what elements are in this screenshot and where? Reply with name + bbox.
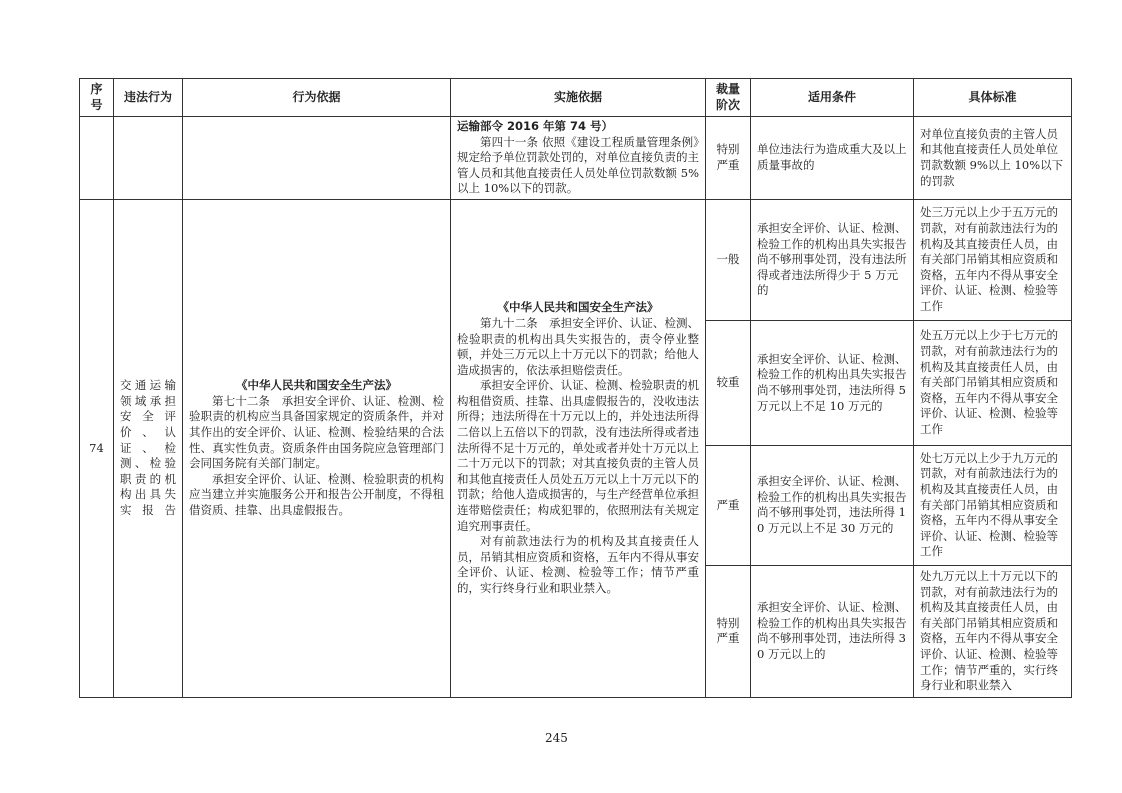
law-paragraph: 承担安全评价、认证、检测、检验职责的机构租借资质、挂靠、出具虚假报告的，没收违法所得；违法所得在十万元以上的，并处违法所得二倍以上五倍以下的罚款，没有违法所得或者违法所得不足十万元的，单处或者并处十万元以上二十万元以下的罚款；对其直接负责的主管人员和其他直接责任人员处五万元以上十万元以下的罚款；给他人造成损害的，与生产经营单位承担连带赔偿责任；构成犯罪的，依照刑法有关规定追究刑事责任。 [457, 378, 699, 533]
header-implementation-basis: 实施依据 [451, 79, 706, 117]
penalty-table [79, 78, 1072, 698]
cell-standard: 处七万元以上少于九万元的罚款，对有前款违法行为的机构及其直接责任人员，由有关部门吊销其相应资质和资格，五年内不得从事安全评价、认证、检测、检验等工作 [914, 445, 1072, 565]
cell-standard: 对单位直接负责的主管人员和其他直接责任人员处单位罚款数额 9%以上 10%以下的罚款 [914, 117, 1072, 200]
cell-standard: 处三万元以上少于五万元的罚款，对有前款违法行为的机构及其直接责任人员，由有关部门吊销其相应资质和资格，五年内不得从事安全评价、认证、检测、检验等工作 [914, 199, 1072, 320]
header-violation: 违法行为 [114, 79, 183, 117]
basis-heading: 运输部令 2016 年第 74 号） [457, 119, 614, 133]
basis-paragraph: 第四十一条 依照《建设工程质量管理条例》规定给予单位罚款处罚的，对单位直接负责的主管人员和其他直接责任人员处单位罚款数额 5%以上 10%以下的罚款。 [457, 134, 699, 196]
cell-condition: 单位违法行为造成重大及以上质量事故的 [751, 117, 914, 200]
cell-implementation-basis [451, 117, 706, 200]
cell-level: 较重 [706, 320, 751, 445]
cell-implementation-basis [451, 199, 706, 697]
law-paragraph: 承担安全评价、认证、检测、检验职责的机构应当建立并实施服务公开和报告公开制度，不得租借资质、挂靠、出具虚假报告。 [189, 471, 444, 518]
cell-level: 特别严重 [706, 565, 751, 697]
law-title: 《中华人民共和国安全生产法》 [236, 378, 397, 393]
cell-standard: 处五万元以上少于七万元的罚款，对有前款违法行为的机构及其直接责任人员，由有关部门吊销其相应资质和资格，五年内不得从事安全评价、认证、检测、检验等工作 [914, 320, 1072, 445]
header-standard: 具体标准 [914, 79, 1072, 117]
cell-legal-basis [183, 199, 451, 697]
table-row-continued [80, 117, 1072, 200]
cell-empty [114, 117, 183, 200]
law-title: 《中华人民共和国安全生产法》 [497, 300, 659, 315]
cell-level: 一般 [706, 199, 751, 320]
cell-level: 特别严重 [706, 117, 751, 200]
cell-empty [183, 117, 451, 200]
cell-violation: 交通运输领域承担安全评价、认证、检测、检验职责的机构出具失实报告 [114, 199, 183, 697]
header-level: 裁量阶次 [706, 79, 751, 117]
cell-number: 74 [80, 199, 114, 697]
law-paragraph: 第九十二条 承担安全评价、认证、检测、检验职责的机构出具失实报告的，责令停业整顿，并处三万元以上十万元以下的罚款；给他人造成损害的，依法承担赔偿责任。 [457, 315, 699, 377]
header-number: 序号 [80, 79, 114, 117]
cell-empty [80, 117, 114, 200]
cell-condition: 承担安全评价、认证、检测、检验工作的机构出具失实报告尚不够刑事处罚，没有违法所得或者违法所得少于 5 万元的 [751, 199, 914, 320]
table-header [80, 79, 1072, 117]
law-paragraph: 对有前款违法行为的机构及其直接责任人员，吊销其相应资质和资格，五年内不得从事安全评价、认证、检测、检验等工作；情节严重的，实行终身行业和职业禁入。 [457, 534, 699, 596]
header-legal-basis: 行为依据 [183, 79, 451, 117]
table-row-74 [80, 199, 1072, 320]
law-paragraph: 第七十二条 承担安全评价、认证、检测、检验职责的机构应当具备国家规定的资质条件，并对其作出的安全评价、认证、检测、检验结果的合法性、真实性负责。资质条件由国务院应急管理部门会同国务院有关部门制定。 [189, 393, 444, 471]
cell-level: 严重 [706, 445, 751, 565]
cell-condition: 承担安全评价、认证、检测、检验工作的机构出具失实报告尚不够刑事处罚，违法所得 5 万元以上不足 10 万元的 [751, 320, 914, 445]
cell-condition: 承担安全评价、认证、检测、检验工作的机构出具失实报告尚不够刑事处罚，违法所得 10 万元以上不足 30 万元的 [751, 445, 914, 565]
cell-condition: 承担安全评价、认证、检测、检验工作的机构出具失实报告尚不够刑事处罚，违法所得 30 万元以上的 [751, 565, 914, 697]
page-number: 245 [545, 731, 568, 745]
cell-standard: 处九万元以上十万元以下的罚款，对有前款违法行为的机构及其直接责任人员，由有关部门吊销其相应资质和资格，五年内不得从事安全评价、认证、检测、检验等工作；情节严重的，实行终身行业和职业禁入 [914, 565, 1072, 697]
header-condition: 适用条件 [751, 79, 914, 117]
